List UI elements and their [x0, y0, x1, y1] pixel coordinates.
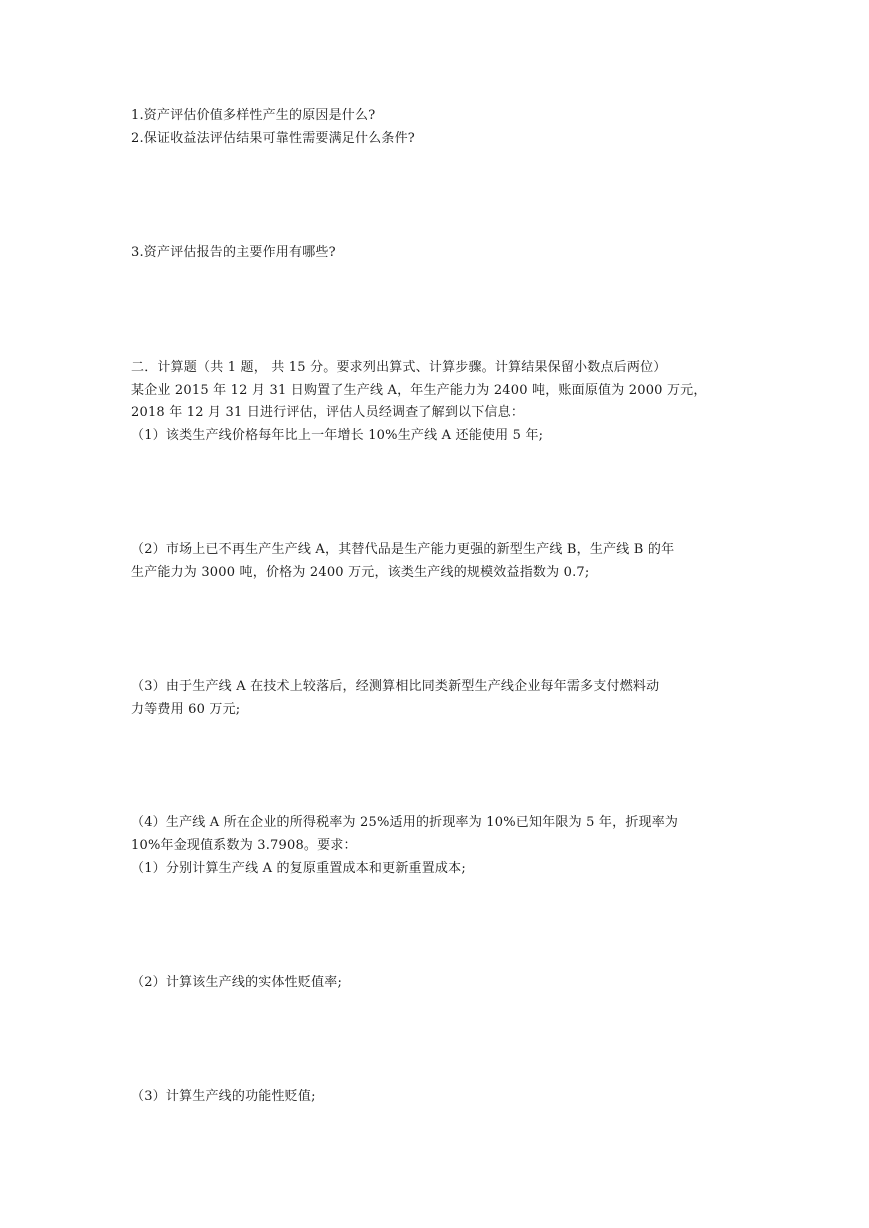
question-3: 3.资产评估报告的主要作用有哪些? [131, 245, 336, 260]
question-1: 1.资产评估价值多样性产生的原因是什么? [131, 108, 376, 123]
info-item-2-line-1: （2）市场上已不再生产生产线 A，其替代品是生产能力更强的新型生产线 B，生产线 B 的年 [131, 542, 675, 557]
requirement-2: （2）计算该生产线的实体性贬值率; [131, 975, 343, 990]
info-item-4-line-1: （4）生产线 A 所在企业的所得税率为 25%适用的折现率为 10%已知年限为 5 年，折现率为 [131, 815, 679, 830]
info-item-3-line-2: 力等费用 60 万元; [131, 702, 241, 717]
info-item-3-line-1: （3）由于生产线 A 在技术上较落后，经测算相比同类新型生产线企业每年需多支付燃料动 [131, 679, 660, 694]
info-item-2-line-2: 生产能力为 3000 吨，价格为 2400 万元，该类生产线的规模效益指数为 0.7; [131, 565, 590, 580]
info-item-4-line-2: 10%年金现值系数为 3.7908。要求： [131, 838, 357, 853]
requirement-1: （1）分别计算生产线 A 的复原重置成本和更新重置成本; [131, 861, 466, 876]
section-heading: 二．计算题（共 1 题， 共 15 分。要求列出算式、计算步骤。计算结果保留小数点后两位） [131, 360, 667, 375]
question-2: 2.保证收益法评估结果可靠性需要满足什么条件? [131, 131, 415, 146]
requirement-3: （3）计算生产线的功能性贬值; [131, 1089, 316, 1104]
info-item-1: （1）该类生产线价格每年比上一年增长 10%生产线 A 还能使用 5 年; [131, 428, 544, 443]
intro-line-1: 某企业 2015 年 12 月 31 日购置了生产线 A，年生产能力为 2400 吨，账面原值为 2000 万元， [131, 383, 707, 398]
intro-line-2: 2018 年 12 月 31 日进行评估，评估人员经调查了解到以下信息： [131, 405, 525, 420]
